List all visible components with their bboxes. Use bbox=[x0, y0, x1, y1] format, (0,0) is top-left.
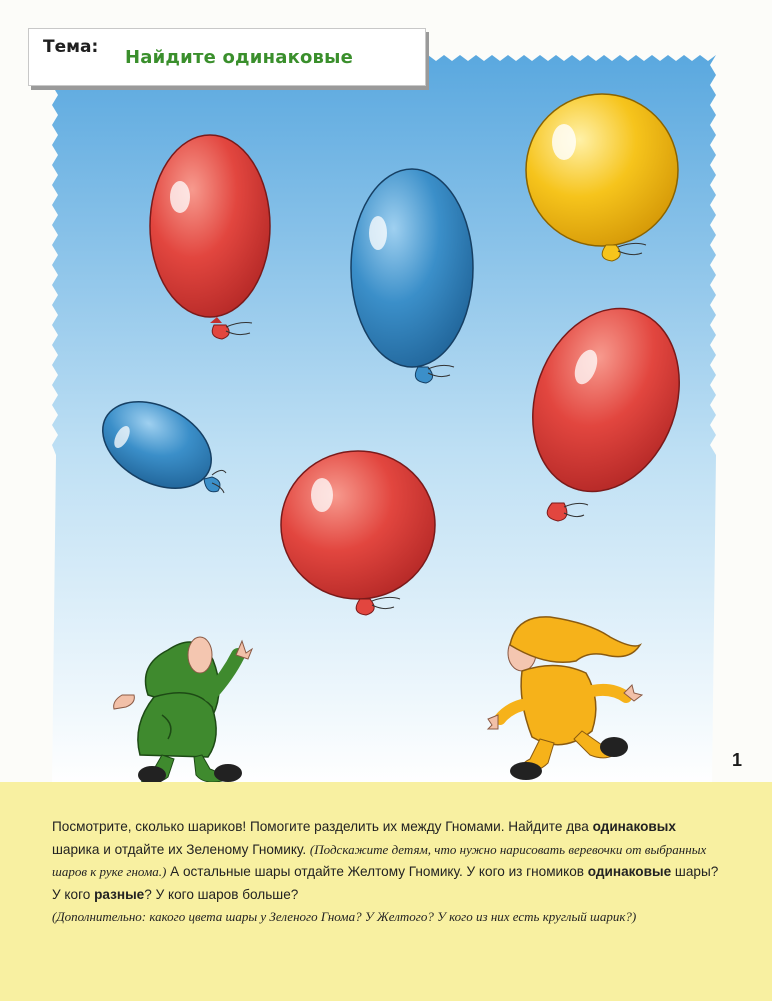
page-number: 1 bbox=[732, 750, 743, 770]
instr-bold-different: разные bbox=[94, 886, 145, 902]
topic-header bbox=[28, 28, 426, 86]
topic-title: Найдите одинаковые bbox=[125, 47, 354, 68]
instr-bold-same-2: одинаковые bbox=[587, 864, 672, 879]
instr-part-5: ? У кого шаров больше? bbox=[144, 886, 299, 902]
instr-bold-same-1: одинаковых bbox=[592, 819, 676, 834]
instr-part-3: А остальные шары отдайте Желтому Гномику. У кого из гномиков bbox=[166, 864, 588, 879]
instr-hint: (Подскажите детям, что нужно нарисовать веревочки от выбранных шаров к руке гнома.) bbox=[52, 841, 707, 879]
instr-part-2: шарика и отдайте их Зеленому Гномику. bbox=[52, 841, 310, 857]
instr-part-1: Посмотрите, сколько шариков! Помогите разделить их между Гномами. Найдите два bbox=[52, 819, 589, 834]
instr-extra: (Дополнительно: какого цвета шары у Зеленого Гнома? У Желтого? У кого из них есть круглый шарик?) bbox=[52, 909, 637, 924]
illustration bbox=[52, 55, 716, 785]
instructions-text bbox=[52, 816, 722, 929]
topic-label: Тема: bbox=[43, 37, 99, 57]
instr-part-4: шары? У кого bbox=[52, 864, 719, 902]
